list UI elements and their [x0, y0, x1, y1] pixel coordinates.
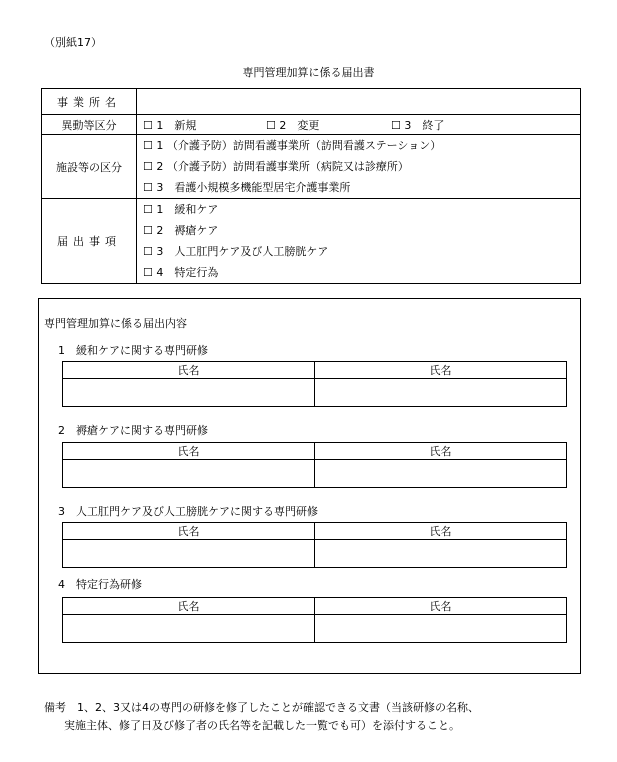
col-header-name: 氏名 — [63, 523, 315, 540]
col-header-name: 氏名 — [315, 523, 567, 540]
col-header-name: 氏名 — [63, 598, 315, 615]
col-header-name: 氏名 — [315, 362, 567, 379]
col-header-name: 氏名 — [63, 443, 315, 460]
section-1-table — [62, 361, 567, 407]
facility-option-3[interactable]: ☐ 3 看護小規模多機能型居宅介護事業所 — [143, 181, 351, 194]
section-4-label: 4 特定行為研修 — [58, 578, 142, 591]
header-table — [41, 88, 581, 284]
section-2-table — [62, 442, 567, 488]
name-input[interactable] — [315, 379, 567, 407]
name-input[interactable] — [315, 460, 567, 488]
section-4-table — [62, 597, 567, 643]
section-3-table — [62, 522, 567, 568]
item-option-4[interactable]: ☐ 4 特定行為 — [143, 266, 219, 279]
item-option-1[interactable]: ☐ 1 緩和ケア — [143, 203, 219, 216]
change-option-modify[interactable]: ☐ 2 変更 — [266, 118, 320, 132]
sheet-number: （別紙17） — [44, 36, 102, 49]
name-input[interactable] — [63, 615, 315, 643]
section-1-label: 1 緩和ケアに関する専門研修 — [58, 344, 208, 357]
change-option-end[interactable]: ☐ 3 終了 — [391, 118, 445, 132]
form-title: 専門管理加算に係る届出書 — [242, 66, 375, 79]
remarks-line-2: 実施主体、修了日及び修了者の氏名等を記載した一覧でも可）を添付すること。 — [64, 719, 460, 732]
facility-label: 施設等の区分 — [42, 135, 137, 199]
name-input[interactable] — [315, 540, 567, 568]
change-label: 異動等区分 — [42, 115, 137, 135]
item-option-2[interactable]: ☐ 2 褥瘡ケア — [143, 224, 219, 237]
name-input[interactable] — [63, 540, 315, 568]
name-field[interactable] — [137, 89, 581, 115]
remarks-line-1: 備考 1、2、3又は4の専門の研修を修了したことが確認できる文書（当該研修の名称、 — [44, 701, 479, 714]
col-header-name: 氏名 — [315, 598, 567, 615]
remarks — [44, 699, 479, 735]
facility-option-1[interactable]: ☐ 1 （介護予防）訪問看護事業所（訪問看護ステーション） — [143, 139, 442, 152]
col-header-name: 氏名 — [63, 362, 315, 379]
content-title: 専門管理加算に係る届出内容 — [44, 317, 187, 330]
name-input[interactable] — [63, 460, 315, 488]
name-input[interactable] — [315, 615, 567, 643]
item-option-3[interactable]: ☐ 3 人工肛門ケア及び人工膀胱ケア — [143, 245, 329, 258]
section-2-label: 2 褥瘡ケアに関する専門研修 — [58, 424, 208, 437]
change-option-new[interactable]: ☐ 1 新規 — [143, 118, 197, 132]
name-input[interactable] — [63, 379, 315, 407]
name-label: 事業所名 — [42, 89, 137, 115]
facility-option-2[interactable]: ☐ 2 （介護予防）訪問看護事業所（病院又は診療所） — [143, 160, 409, 173]
col-header-name: 氏名 — [315, 443, 567, 460]
section-3-label: 3 人工肛門ケア及び人工膀胱ケアに関する専門研修 — [58, 505, 318, 518]
items-label: 届出事項 — [42, 199, 137, 284]
